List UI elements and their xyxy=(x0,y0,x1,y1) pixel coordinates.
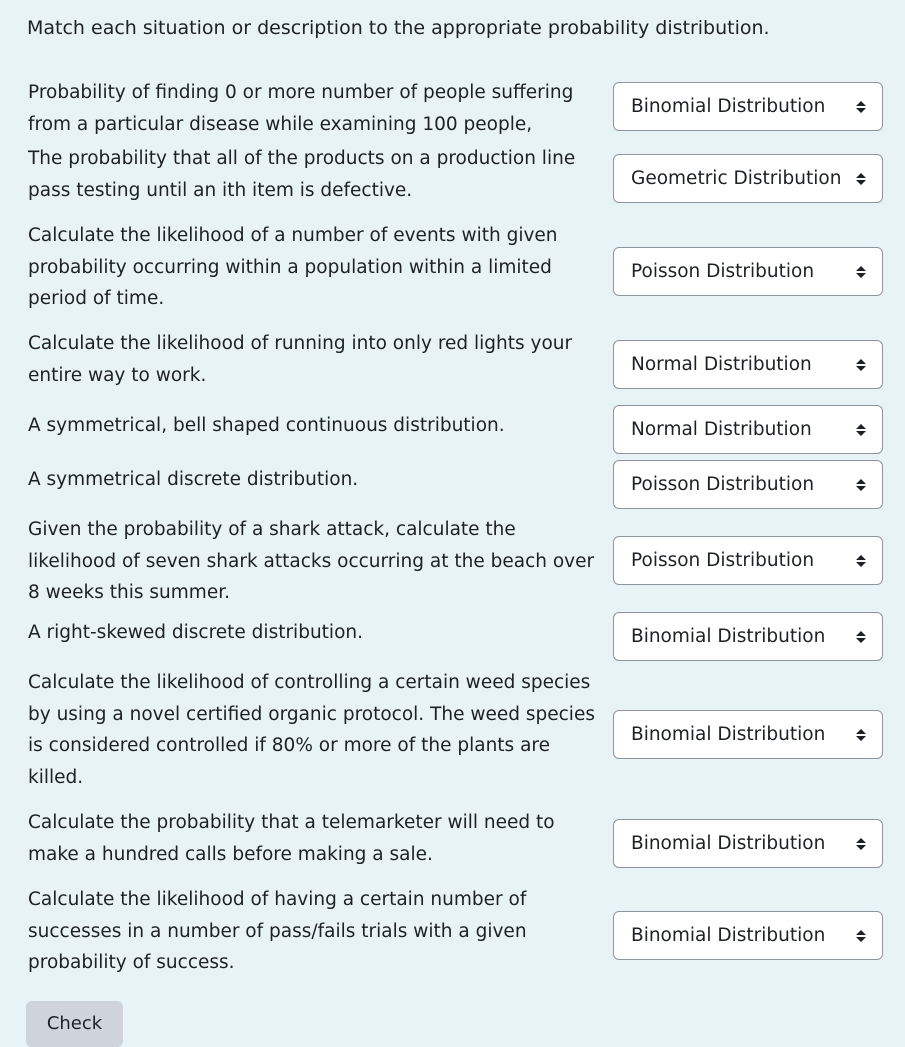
answer-select-8[interactable] xyxy=(613,612,883,661)
question-line: A symmetrical discrete distribution. xyxy=(28,469,359,490)
up-down-arrows-icon xyxy=(856,555,866,567)
select-value: Binomial Distribution xyxy=(631,96,826,117)
select-value: Normal Distribution xyxy=(631,354,812,375)
question-8-text xyxy=(28,617,603,649)
up-down-arrows-icon xyxy=(856,101,866,113)
question-line: make a hundred calls before making a sale. xyxy=(28,843,433,865)
instructions-text: Match each situation or description to the appropriate probability distribution. xyxy=(27,17,770,39)
question-7-text xyxy=(28,514,603,609)
question-line: Calculate the likelihood of controlling a certain weed species xyxy=(28,672,591,693)
question-4-text xyxy=(28,328,603,391)
answer-select-1[interactable] xyxy=(613,82,883,131)
question-line: by using a novel certified organic protocol. The weed species xyxy=(28,703,595,725)
select-value: Normal Distribution xyxy=(631,419,812,440)
question-line: from a particular disease while examining 100 people, xyxy=(28,113,533,135)
question-5-text xyxy=(28,410,603,442)
up-down-arrows-icon xyxy=(856,930,866,942)
up-down-arrows-icon xyxy=(856,173,866,185)
question-2-text xyxy=(28,143,603,206)
up-down-arrows-icon xyxy=(856,479,866,491)
question-9-text xyxy=(28,667,603,794)
question-3-text xyxy=(28,220,603,315)
answer-select-10[interactable] xyxy=(613,819,883,868)
select-value: Binomial Distribution xyxy=(631,925,826,946)
answer-select-11[interactable] xyxy=(613,911,883,960)
select-value: Poisson Distribution xyxy=(631,550,815,571)
question-line: The probability that all of the products on a production line xyxy=(28,148,576,169)
question-line: probability occurring within a population within a limited xyxy=(28,256,552,278)
up-down-arrows-icon xyxy=(856,424,866,436)
question-line: Given the probability of a shark attack, calculate the xyxy=(28,519,516,540)
question-line: likelihood of seven shark attacks occurring at the beach over xyxy=(28,550,595,572)
answer-select-9[interactable] xyxy=(613,710,883,759)
up-down-arrows-icon xyxy=(856,729,866,741)
question-line: Probability of finding 0 or more number of people suffering xyxy=(28,82,574,103)
question-line: pass testing until an ith item is defective. xyxy=(28,179,413,201)
question-1-text xyxy=(28,77,603,140)
answer-select-6[interactable] xyxy=(613,460,883,509)
select-value: Binomial Distribution xyxy=(631,833,826,854)
question-11-text xyxy=(28,884,603,979)
question-line: killed. xyxy=(28,767,84,789)
question-line: Calculate the likelihood of running into only red lights your xyxy=(28,333,573,354)
question-line: period of time. xyxy=(28,288,165,310)
question-line: is considered controlled if 80% or more of the plants are xyxy=(28,735,550,757)
answer-select-5[interactable] xyxy=(613,405,883,454)
question-6-text xyxy=(28,464,603,496)
question-10-text xyxy=(28,807,603,870)
question-line: Calculate the likelihood of a number of events with given xyxy=(28,225,558,246)
up-down-arrows-icon xyxy=(856,838,866,850)
question-line: successes in a number of pass/fails trials with a given xyxy=(28,920,527,942)
up-down-arrows-icon xyxy=(856,359,866,371)
question-line: A symmetrical, bell shaped continuous distribution. xyxy=(28,415,505,436)
select-value: Poisson Distribution xyxy=(631,261,815,282)
up-down-arrows-icon xyxy=(856,266,866,278)
select-value: Poisson Distribution xyxy=(631,474,815,495)
question-line: entire way to work. xyxy=(28,364,207,386)
question-line: Calculate the likelihood of having a certain number of xyxy=(28,889,527,910)
up-down-arrows-icon xyxy=(856,631,866,643)
answer-select-2[interactable] xyxy=(613,154,883,203)
question-line: Calculate the probability that a telemarketer will need to xyxy=(28,812,555,833)
question-line: probability of success. xyxy=(28,952,235,974)
question-line: 8 weeks this summer. xyxy=(28,582,230,604)
select-value: Geometric Distribution xyxy=(631,168,842,189)
question-line: A right-skewed discrete distribution. xyxy=(28,622,363,643)
select-value: Binomial Distribution xyxy=(631,724,826,745)
check-button[interactable]: Check xyxy=(26,1001,123,1047)
answer-select-7[interactable] xyxy=(613,536,883,585)
select-value: Binomial Distribution xyxy=(631,626,826,647)
answer-select-4[interactable] xyxy=(613,340,883,389)
answer-select-3[interactable] xyxy=(613,247,883,296)
